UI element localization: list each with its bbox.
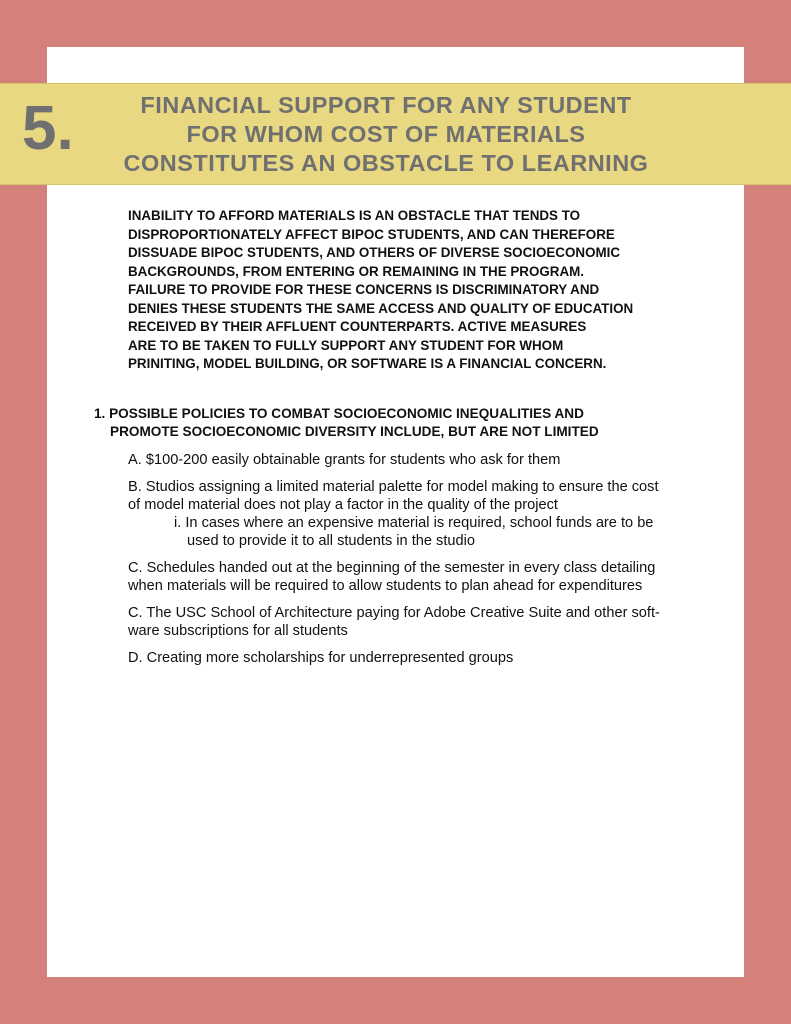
title-line: FOR WHOM COST OF MATERIALS — [186, 121, 586, 147]
list-item — [128, 478, 703, 550]
list-item — [128, 451, 703, 469]
section-banner — [0, 83, 791, 185]
sub-item-text: used to provide it to all students in the studio — [187, 533, 475, 549]
list-item-text: C. The USC School of Architecture paying for Adobe Creative Suite and other soft- — [128, 605, 660, 621]
sub-list-item — [128, 514, 703, 550]
list-item-text: when materials will be required to allow students to plan ahead for expenditures — [128, 578, 643, 594]
list-item — [128, 649, 703, 667]
section-number: 5. — [22, 94, 74, 163]
policy-heading-line: 1. POSSIBLE POLICIES TO COMBAT SOCIOECONOMIC INEQUALITIES AND — [94, 406, 584, 421]
list-item-text: ware subscriptions for all students — [128, 623, 348, 639]
intro-line: FAILURE TO PROVIDE FOR THESE CONCERNS IS DISCRIMINATORY AND — [128, 282, 600, 297]
intro-line: ARE TO BE TAKEN TO FULLY SUPPORT ANY STUDENT FOR WHOM — [128, 337, 564, 353]
intro-line: INABILITY TO AFFORD MATERIALS IS AN OBSTACLE THAT TENDS TO — [128, 208, 581, 223]
intro-line: BACKGROUNDS, FROM ENTERING OR REMAINING IN THE PROGRAM. — [128, 263, 585, 279]
intro-line: PRINITING, MODEL BUILDING, OR SOFTWARE IS A FINANCIAL CONCERN. — [128, 356, 607, 371]
list-item — [128, 604, 703, 640]
title-line: CONSTITUTES AN OBSTACLE TO LEARNING — [123, 150, 649, 176]
list-item-text: A. $100-200 easily obtainable grants for students who ask for them — [128, 452, 561, 468]
intro-paragraph — [128, 207, 668, 374]
policy-heading — [94, 405, 704, 441]
intro-line: RECEIVED BY THEIR AFFLUENT COUNTERPARTS. ACTIVE MEASURES — [128, 319, 587, 334]
sub-item-text: i. In cases where an expensive material is required, school funds are to be — [174, 515, 654, 531]
intro-line: DENIES THESE STUDENTS THE SAME ACCESS AND QUALITY OF EDUCATION — [128, 300, 634, 316]
intro-line: DISSUADE BIPOC STUDENTS, AND OTHERS OF DIVERSE SOCIOECONOMIC — [128, 245, 621, 260]
section-title — [96, 91, 676, 178]
list-item-text: C. Schedules handed out at the beginning of the semester in every class detailing — [128, 560, 656, 576]
list-item — [128, 559, 703, 595]
intro-line: DISPROPORTIONATELY AFFECT BIPOC STUDENTS, AND CAN THEREFORE — [128, 226, 615, 242]
policy-list — [128, 451, 703, 676]
list-item-text: of model material does not play a factor in the quality of the project — [128, 497, 558, 513]
list-item-text: B. Studios assigning a limited material palette for model making to ensure the cost — [128, 479, 659, 495]
policy-heading-line: PROMOTE SOCIOECONOMIC DIVERSITY INCLUDE, BUT ARE NOT LIMITED — [110, 424, 599, 439]
title-line: FINANCIAL SUPPORT FOR ANY STUDENT — [140, 92, 632, 118]
list-item-text: D. Creating more scholarships for underrepresented groups — [128, 650, 514, 666]
